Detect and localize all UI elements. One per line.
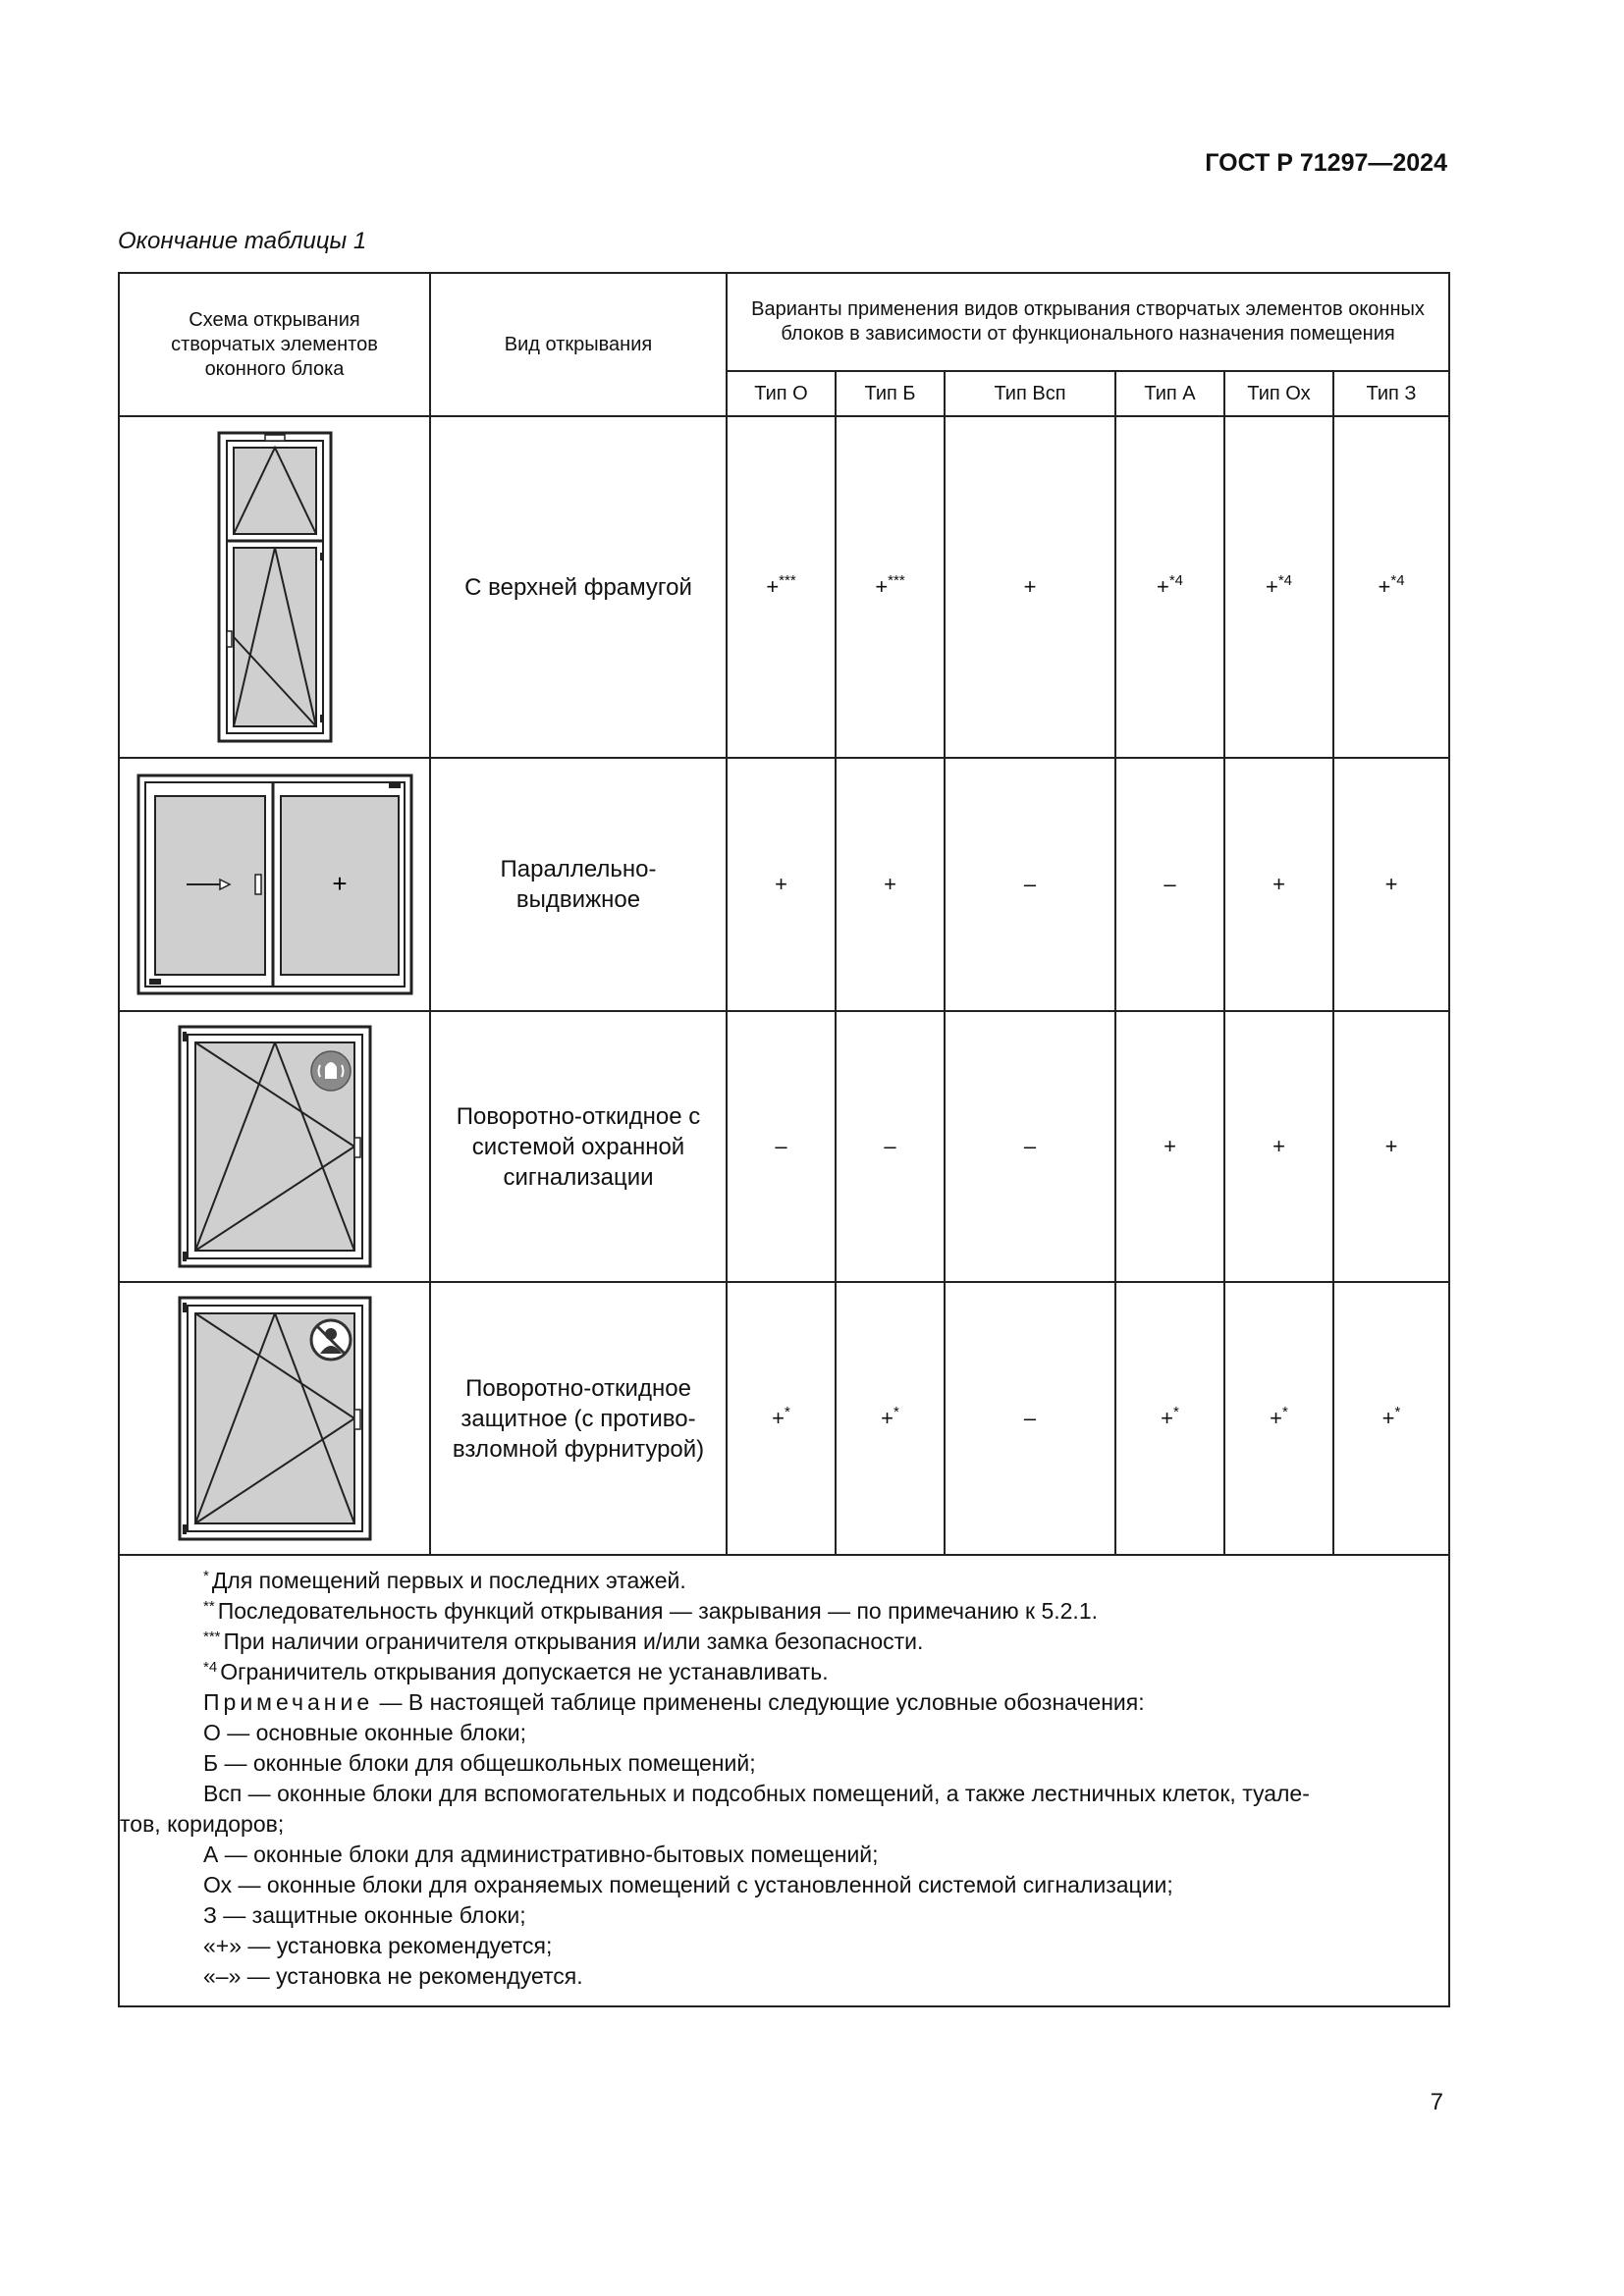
note-intro: Примечание — В настоящей таблице применены следующие условные обозначения: xyxy=(203,1689,1145,1715)
legend-z: З — защитные оконные блоки; xyxy=(203,1902,526,1928)
mark-cell: +$^{*4}$ xyxy=(1224,416,1333,758)
legend-o: О — основные оконные блоки; xyxy=(203,1720,527,1745)
top-transom-window-diagram xyxy=(216,430,334,744)
legend-vsp: Всп — оконные блоки для вспомогательных и подсобных помещений, а также лестничных клеток, туале- xyxy=(203,1781,1310,1806)
legend-plus: «+» — установка рекомендуется; xyxy=(203,1933,553,1958)
mark-cell: – xyxy=(1115,758,1224,1011)
tilt-turn-alarm-window-diagram xyxy=(177,1024,373,1269)
tilt-turn-protective-window-diagram xyxy=(177,1295,373,1542)
header-type-z: Тип З xyxy=(1333,371,1449,416)
table-row xyxy=(119,1011,1449,1282)
mark-cell: + xyxy=(1333,1011,1449,1282)
diagram-cell xyxy=(119,1011,430,1282)
mark-cell: + xyxy=(1224,1011,1333,1282)
diagram-cell xyxy=(119,416,430,758)
mark-cell: – xyxy=(945,1282,1115,1555)
mark-cell: +*** xyxy=(727,416,836,758)
header-type-vsp: Тип Всп xyxy=(945,371,1115,416)
diagram-cell xyxy=(119,758,430,1011)
footnote-2: ** Последовательность функций открывания — закрывания — по примечанию к 5.2.1. xyxy=(203,1598,1099,1624)
fixed-sash-plus: + xyxy=(331,869,348,898)
mark-cell: + xyxy=(727,758,836,1011)
legend-ox: Ох — оконные блоки для охраняемых помещений с установленной системой сигнализации; xyxy=(203,1872,1173,1897)
footnote-1: * Для помещений первых и последних этажей. xyxy=(203,1568,686,1593)
mark-cell: + xyxy=(945,416,1115,758)
mark-cell: – xyxy=(945,1011,1115,1282)
mark-cell: +* xyxy=(727,1282,836,1555)
mark-cell: +$^{*4}$ xyxy=(1333,416,1449,758)
notes-row xyxy=(119,1555,1449,2006)
table-caption: Окончание таблицы 1 xyxy=(118,228,367,254)
legend-vsp-continued: тов, коридоров; xyxy=(120,1811,285,1837)
footnote-4: $^{*4}$ Ограничитель открывания допускается не устанавливать. xyxy=(203,1659,829,1684)
opening-name: Поворотно-откидное защитное (с противо-взломной фурнитурой) xyxy=(430,1282,727,1555)
opening-name: С верхней фрамугой xyxy=(430,416,727,758)
mark-cell: +* xyxy=(1224,1282,1333,1555)
header-type-a: Тип А xyxy=(1115,371,1224,416)
mark-cell: + xyxy=(1224,758,1333,1011)
header-type-ox: Тип Ох xyxy=(1224,371,1333,416)
mark-cell: – xyxy=(945,758,1115,1011)
mark-cell: – xyxy=(836,1011,945,1282)
legend-a: А — оконные блоки для административно-бытовых помещений; xyxy=(203,1842,879,1867)
legend-b: Б — оконные блоки для общешкольных помещений; xyxy=(203,1750,756,1776)
mark-cell: +* xyxy=(1115,1282,1224,1555)
diagram-cell xyxy=(119,1282,430,1555)
mark-cell: +*** xyxy=(836,416,945,758)
table-row xyxy=(119,1282,1449,1555)
mark-cell: +$^{*4}$ xyxy=(1115,416,1224,758)
header-scheme: Схема открывания створчатых элементов оконного блока xyxy=(119,273,430,416)
page-number: 7 xyxy=(1430,2089,1443,2115)
table-row xyxy=(119,416,1449,758)
footnote-3: *** При наличии ограничителя открывания и/или замка безопасности. xyxy=(203,1629,924,1654)
header-type-o: Тип О xyxy=(727,371,836,416)
mark-cell: + xyxy=(1333,758,1449,1011)
header-opening-type: Вид открывания xyxy=(430,273,727,416)
document-code: ГОСТ Р 71297—2024 xyxy=(1205,149,1447,177)
header-application-variants: Варианты применения видов открывания створчатых элементов оконных блоков в зависимости от функционального назначения помещения xyxy=(727,273,1449,371)
table-notes xyxy=(119,1555,1449,2006)
mark-cell: + xyxy=(836,758,945,1011)
legend-minus: «–» — установка не рекомендуется. xyxy=(203,1963,583,1989)
header-type-b: Тип Б xyxy=(836,371,945,416)
opening-name: Поворотно-откидное с системой охранной сигнализации xyxy=(430,1011,727,1282)
sliding-window-diagram xyxy=(135,773,414,996)
table-row xyxy=(119,758,1449,1011)
mark-cell: +* xyxy=(1333,1282,1449,1555)
opening-name: Параллельно-выдвижное xyxy=(430,758,727,1011)
burglar-protection-icon xyxy=(311,1320,351,1360)
alarm-icon xyxy=(311,1051,351,1091)
mark-cell: – xyxy=(727,1011,836,1282)
mark-cell: +* xyxy=(836,1282,945,1555)
mark-cell: + xyxy=(1115,1011,1224,1282)
opening-types-table xyxy=(118,272,1450,2007)
